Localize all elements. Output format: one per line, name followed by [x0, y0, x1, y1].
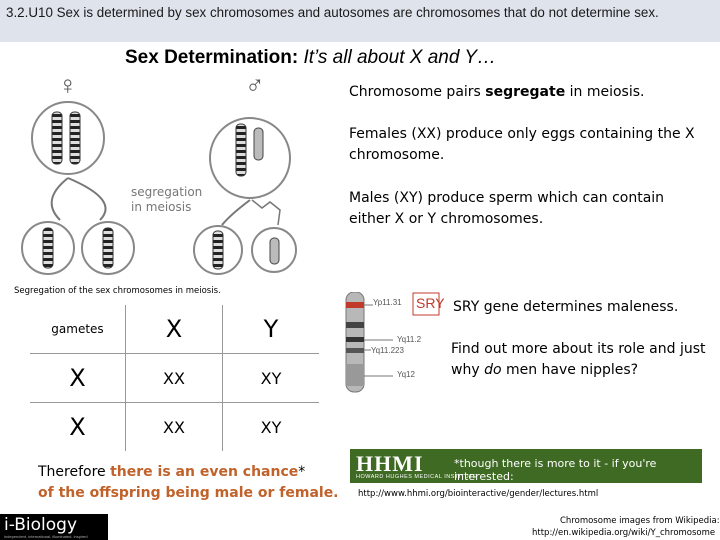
- hhmi-link[interactable]: http://www.hhmi.org/biointeractive/gender/lectures.html: [358, 489, 599, 499]
- point-text: in meiosis.: [565, 84, 645, 100]
- find-out-text: Find out more about its role and just why: [451, 341, 706, 378]
- band-label: Yq12: [397, 370, 415, 379]
- conclusion: [38, 462, 339, 504]
- ibiology-logo: [0, 514, 108, 540]
- band: [346, 322, 364, 328]
- point-females: Females (XX) produce only eggs containing the X chromosome.: [349, 126, 695, 163]
- punnett-table: [30, 305, 319, 451]
- sry-statement: SRY gene determines maleness.: [453, 299, 679, 315]
- title-italic: It’s all about X and Y…: [303, 47, 497, 68]
- x-chromosome: [52, 112, 62, 164]
- hhmi-logo: HHMI: [356, 451, 424, 476]
- male-symbol: ♂: [245, 70, 265, 100]
- table-row-header: X: [30, 354, 126, 403]
- diagram-caption: Segregation of the sex chromosomes in meiosis.: [14, 286, 221, 296]
- hhmi-banner[interactable]: [350, 449, 702, 483]
- point-males: Males (XY) produce sperm which can contain either X or Y chromosomes.: [349, 190, 665, 227]
- table-row: [30, 354, 319, 403]
- male-cell: [210, 118, 290, 198]
- hhmi-subtitle: HOWARD HUGHES MEDICAL INSTITUTE: [356, 474, 478, 480]
- arrow-label: [131, 185, 202, 215]
- y-chromosome: [270, 238, 279, 264]
- credit-line1: Chromosome images from Wikipedia:: [560, 516, 720, 526]
- conclusion-text: *: [298, 464, 306, 480]
- page-title: [125, 47, 496, 69]
- header-text: 3.2.U10 Sex is determined by sex chromosomes and autosomes are chromosomes that do not determine sex.: [6, 5, 659, 20]
- band: [346, 348, 364, 353]
- table-col-header: Y: [223, 305, 320, 354]
- conclusion-text: Therefore: [38, 464, 111, 480]
- x-chromosome: [236, 124, 246, 176]
- table-row: [30, 403, 319, 452]
- sry-box-label: SRY: [416, 295, 445, 311]
- y-chromosome: [254, 128, 263, 160]
- x-chromosome: [213, 231, 223, 269]
- header-bar: [0, 0, 720, 42]
- x-chromosome: [103, 228, 113, 268]
- point-text: Chromosome pairs: [349, 84, 486, 100]
- ibiology-logo-text: i-Biology: [4, 515, 78, 535]
- arrow-label-line1: segregation: [131, 185, 203, 199]
- table-header-row: [30, 305, 319, 354]
- title-bold: Sex Determination:: [125, 47, 299, 68]
- arrow: [252, 200, 280, 225]
- x-chromosome: [70, 112, 80, 164]
- x-chromosome: [43, 228, 53, 268]
- conclusion-line2: of the offspring being male or female.: [38, 485, 339, 501]
- credit-line2[interactable]: http://en.wikipedia.org/wiki/Y_chromosome: [532, 528, 716, 538]
- hhmi-note: *though there is more to it - if you're interested:: [454, 457, 657, 483]
- table-cell: XY: [223, 403, 320, 452]
- conclusion-line1: [38, 462, 339, 483]
- find-out-text: men have nipples?: [501, 362, 639, 378]
- female-cell: [32, 102, 104, 174]
- sry-band: [346, 302, 364, 308]
- find-out-more: [451, 339, 706, 381]
- band: [346, 337, 364, 342]
- ibiology-tagline: independent, international, illuminated, inspired: [4, 534, 88, 539]
- find-out-italic: do: [484, 362, 502, 378]
- table-cell: XY: [223, 354, 320, 403]
- band: [346, 364, 364, 386]
- arrow: [222, 200, 250, 225]
- conclusion-emphasis: there is an even chance: [110, 464, 299, 480]
- table-col-header: X: [126, 305, 223, 354]
- table-corner: gametes: [30, 305, 126, 354]
- table-cell: XX: [126, 403, 223, 452]
- point-segregate: [349, 82, 644, 103]
- table-row-header: X: [30, 403, 126, 452]
- band-label: Yq11.2: [397, 335, 422, 344]
- band-label: Yp11.31: [373, 298, 402, 307]
- arrow: [68, 178, 106, 220]
- female-symbol: ♀: [58, 70, 78, 100]
- arrow: [52, 178, 68, 220]
- table-cell: XX: [126, 354, 223, 403]
- arrow-label-line2: in meiosis: [131, 200, 192, 214]
- band-label: Yq11.223: [371, 346, 404, 355]
- point-bold: segregate: [485, 84, 566, 100]
